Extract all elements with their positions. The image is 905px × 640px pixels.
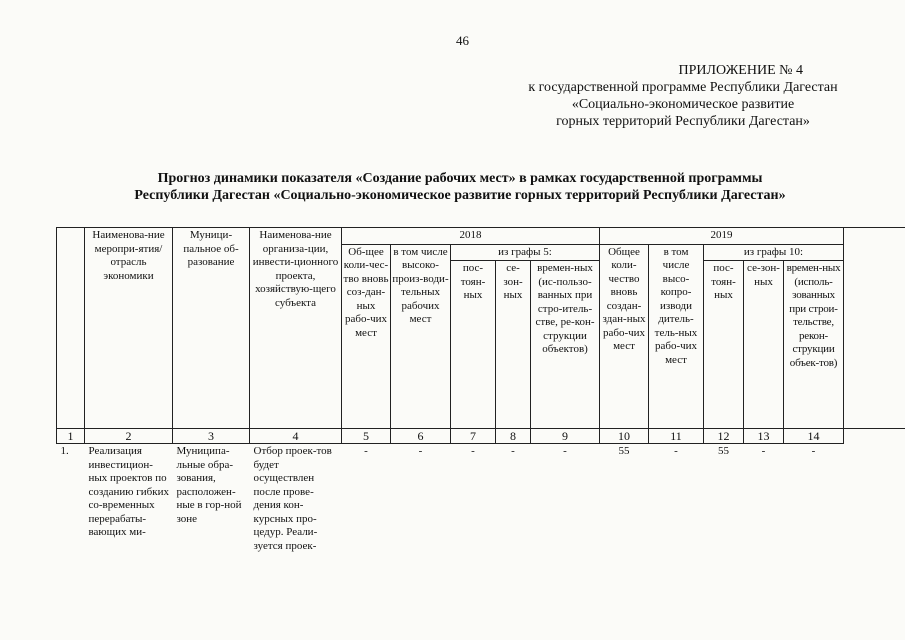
row-activity: Реализация инвестицион-ных проектов по созданию гибких со-временных перерабаты-вающих ми-	[88, 445, 169, 538]
header-total-new-2019: Общее коли-чество вновь создан-здан-ных рабо-чих мест	[600, 244, 649, 429]
document-title	[60, 170, 860, 204]
appendix-line: к государственной программе Республики Дагестан	[528, 80, 838, 95]
header-temporary: времен-ных (ис-пользо-ванных при стро-итель-стве, ре-кон-струкции объектов)	[531, 261, 600, 429]
col-number: 14	[784, 429, 844, 444]
row-cell: -	[674, 445, 678, 457]
header-total-new: Об-щее коли-чес-тво вновь соз-дан-ных рабо-чих мест	[342, 244, 391, 429]
appendix-number: ПРИЛОЖЕНИЕ № 4	[678, 63, 803, 78]
header-permanent-2019: пос-тоян-ных	[704, 261, 744, 429]
header-seasonal: се-зон-ных	[496, 261, 531, 429]
header-overflow	[844, 228, 905, 429]
col-number: 6	[391, 429, 451, 444]
row-cell: -	[418, 445, 423, 457]
header-number-col	[57, 228, 85, 429]
col-number: 5	[342, 429, 391, 444]
forecast-table	[56, 227, 905, 606]
row-cell: -	[471, 445, 475, 457]
title-line: Республики Дагестан «Социально-экономическое развитие горных территорий Республики Дагестан»	[134, 188, 786, 203]
column-number-row	[57, 429, 905, 444]
table-row	[57, 444, 905, 607]
header-permanent: пос-тоян-ных	[451, 261, 496, 429]
row-cell: 55	[718, 445, 729, 457]
col-number: 7	[451, 429, 496, 444]
col-number: 12	[704, 429, 744, 444]
header-seasonal-2019: се-зон-ных	[744, 261, 784, 429]
row-municipality: Муниципа-льные обра-зования, расположен-ные в гор-ной зоне	[176, 445, 242, 525]
col-number-overflow	[844, 429, 905, 444]
row-overflow	[844, 444, 905, 607]
appendix-header	[523, 62, 843, 130]
header-high-perf-2019: в том числе высо-копро-изводи дитель-тель-ных рабо-чих мест	[649, 244, 704, 429]
row-cell: -	[563, 445, 567, 457]
col-number: 2	[85, 429, 173, 444]
header-temporary-2019: времен-ных (исполь-зованных при строи-тельстве, рекон-струкции объек-тов)	[784, 261, 844, 429]
col-number: 3	[173, 429, 250, 444]
row-cell: 55	[618, 445, 630, 457]
header-year-2019: 2019	[600, 228, 844, 245]
col-number: 13	[744, 429, 784, 444]
appendix-line: «Социально-экономическое развитие	[571, 97, 795, 112]
row-organization: Отбор проек-тов будет осуществлен после прове-дения кон-курсных про-цедур. Реали-зуется проек-	[253, 445, 332, 552]
col-number: 9	[531, 429, 600, 444]
header-high-perf: в том числе высоко-произ-води-тельных рабочих мест	[391, 244, 451, 429]
page-number: 46	[456, 33, 469, 48]
header-of-col10: из графы 10:	[704, 244, 844, 261]
col-number: 1	[57, 429, 85, 444]
header-organization: Наименова-ние организа-ции, инвести-ционного проекта, хозяйствую-щего субъекта	[250, 228, 342, 429]
appendix-line: горных территорий Республики Дагестан»	[556, 114, 810, 129]
col-number: 11	[649, 429, 704, 444]
col-number: 8	[496, 429, 531, 444]
row-number: 1.	[60, 445, 69, 457]
header-municipality: Муници-пальное об-разование	[173, 228, 250, 429]
header-year-2018: 2018	[342, 228, 600, 245]
title-line: Прогноз динамики показателя «Создание рабочих мест» в рамках государственной программы	[157, 171, 763, 186]
row-cell: -	[364, 445, 368, 457]
row-cell: -	[811, 445, 816, 457]
header-activity: Наименова-ние меропри-ятия/отрасль экономики	[85, 228, 173, 429]
row-cell: -	[761, 445, 766, 457]
col-number: 4	[250, 429, 342, 444]
row-cell: -	[511, 445, 515, 457]
col-number: 10	[600, 429, 649, 444]
header-of-col5: из графы 5:	[451, 244, 600, 261]
